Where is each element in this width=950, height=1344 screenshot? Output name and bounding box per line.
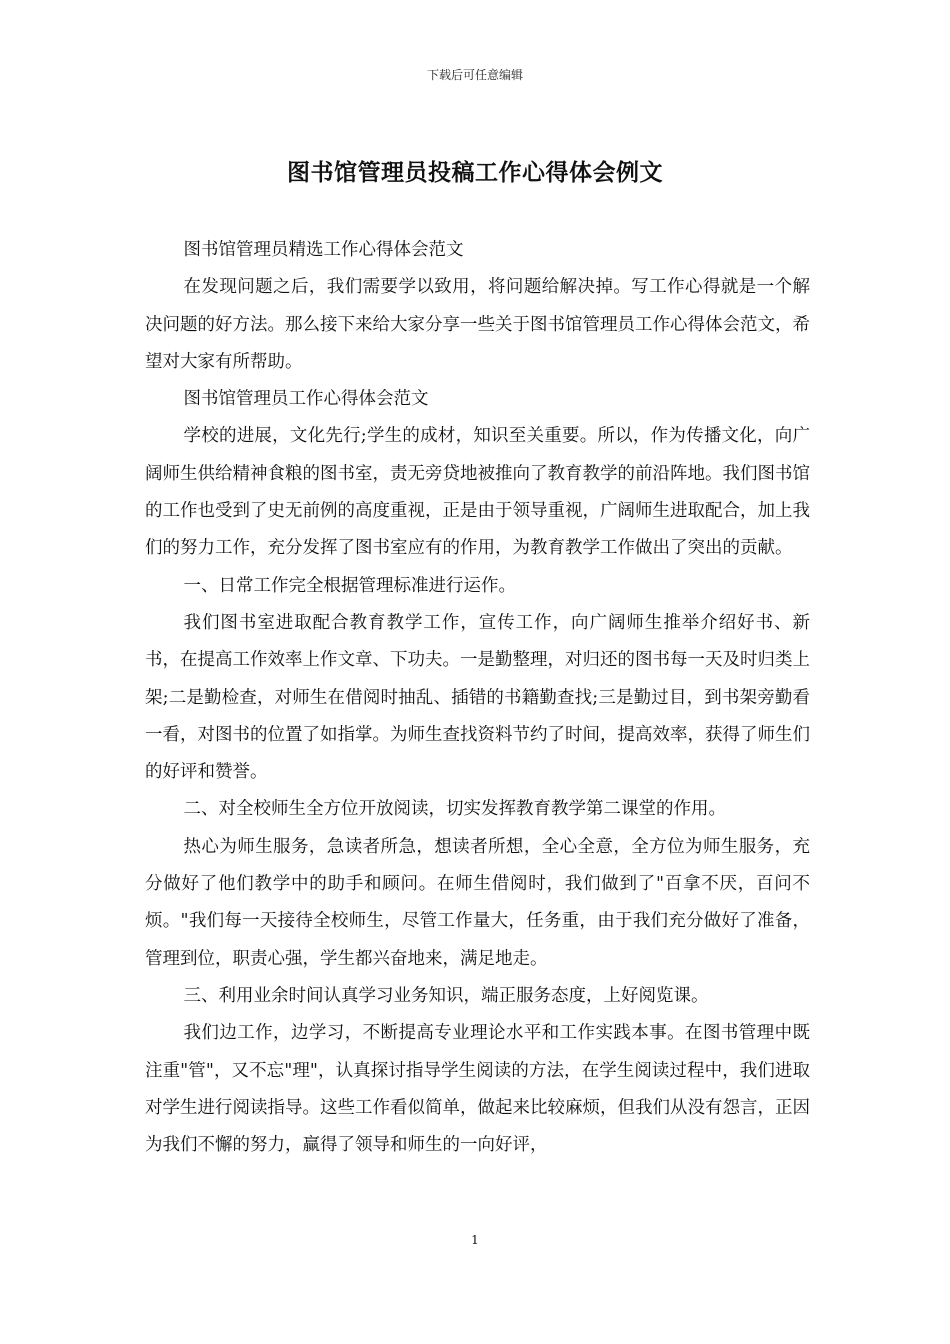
section-heading-3: 三、利用业余时间认真学习业务知识，端正服务态度，上好阅览课。 <box>183 985 709 1006</box>
paragraph-background: 学校的进展，文化先行;学生的成材，知识至关重要。所以，作为传播文化，向广阔师生供给精神食粮的图书室，责无旁贷地被推向了教育教学的前沿阵地。我们图书馆的工作也受到了史无前例的高度重视，正是由于领导重视，广阔师生进取配合，加上我们的努力工作，充分发挥了图书室应有的作用，为教育教学工作做出了突出的贡献。 <box>145 426 810 559</box>
section-heading-1: 一、日常工作完全根据管理标准进行运作。 <box>183 575 516 596</box>
paragraph-intro: 在发现问题之后，我们需要学以致用，将问题给解决掉。写工作心得就是一个解决问题的好方法。那么接下来给大家分享一些关于图书馆管理员工作心得体会范文，希望对大家有所帮助。 <box>145 277 810 372</box>
paragraph-subtitle-2: 图书馆管理员工作心得体会范文 <box>183 389 429 410</box>
paragraph-section-1: 我们图书室进取配合教育教学工作，宣传工作，向广阔师生推举介绍好书、新书，在提高工作效率上作文章、下功夫。一是勤整理，对归还的图书每一天及时归类上架;二是勤检查，对师生在借阅时抽乱、插错的书籍勤查找;三是勤过目，到书架旁勤看一看，对图书的位置了如指掌。为师生查找资料节约了时间，提高效率，获得了师生们的好评和赞誉。 <box>145 612 810 783</box>
paragraph-subtitle-1: 图书馆管理员精选工作心得体会范文 <box>183 240 464 260</box>
document-title: 图书馆管理员投稿工作心得体会例文 <box>287 159 663 186</box>
page-number: 1 <box>471 1233 479 1247</box>
document-body <box>145 232 810 1164</box>
section-heading-2: 二、对全校师生全方位开放阅读，切实发挥教育教学第二课堂的作用。 <box>183 799 726 820</box>
paragraph-section-3: 我们边工作，边学习，不断提高专业理论水平和工作实践本事。在图书管理中既注重"管"，又不忘"理"，认真探讨指导学生阅读的方法，在学生阅读过程中，我们进取对学生进行阅读指导。这些工作看似简单，做起来比较麻烦，但我们从没有怨言，正因为我们不懈的努力，赢得了领导和师生的一向好评， <box>145 1023 810 1156</box>
header-note: 下载后可任意编辑 <box>426 68 523 82</box>
paragraph-section-2: 热心为师生服务，急读者所急，想读者所想，全心全意，全方位为师生服务，充分做好了他们教学中的助手和顾问。在师生借阅时，我们做到了"百拿不厌，百问不烦。"我们每一天接待全校师生，尽管工作量大，任务重，由于我们充分做好了准备，管理到位，职责心强，学生都兴奋地来，满足地走。 <box>145 836 810 969</box>
